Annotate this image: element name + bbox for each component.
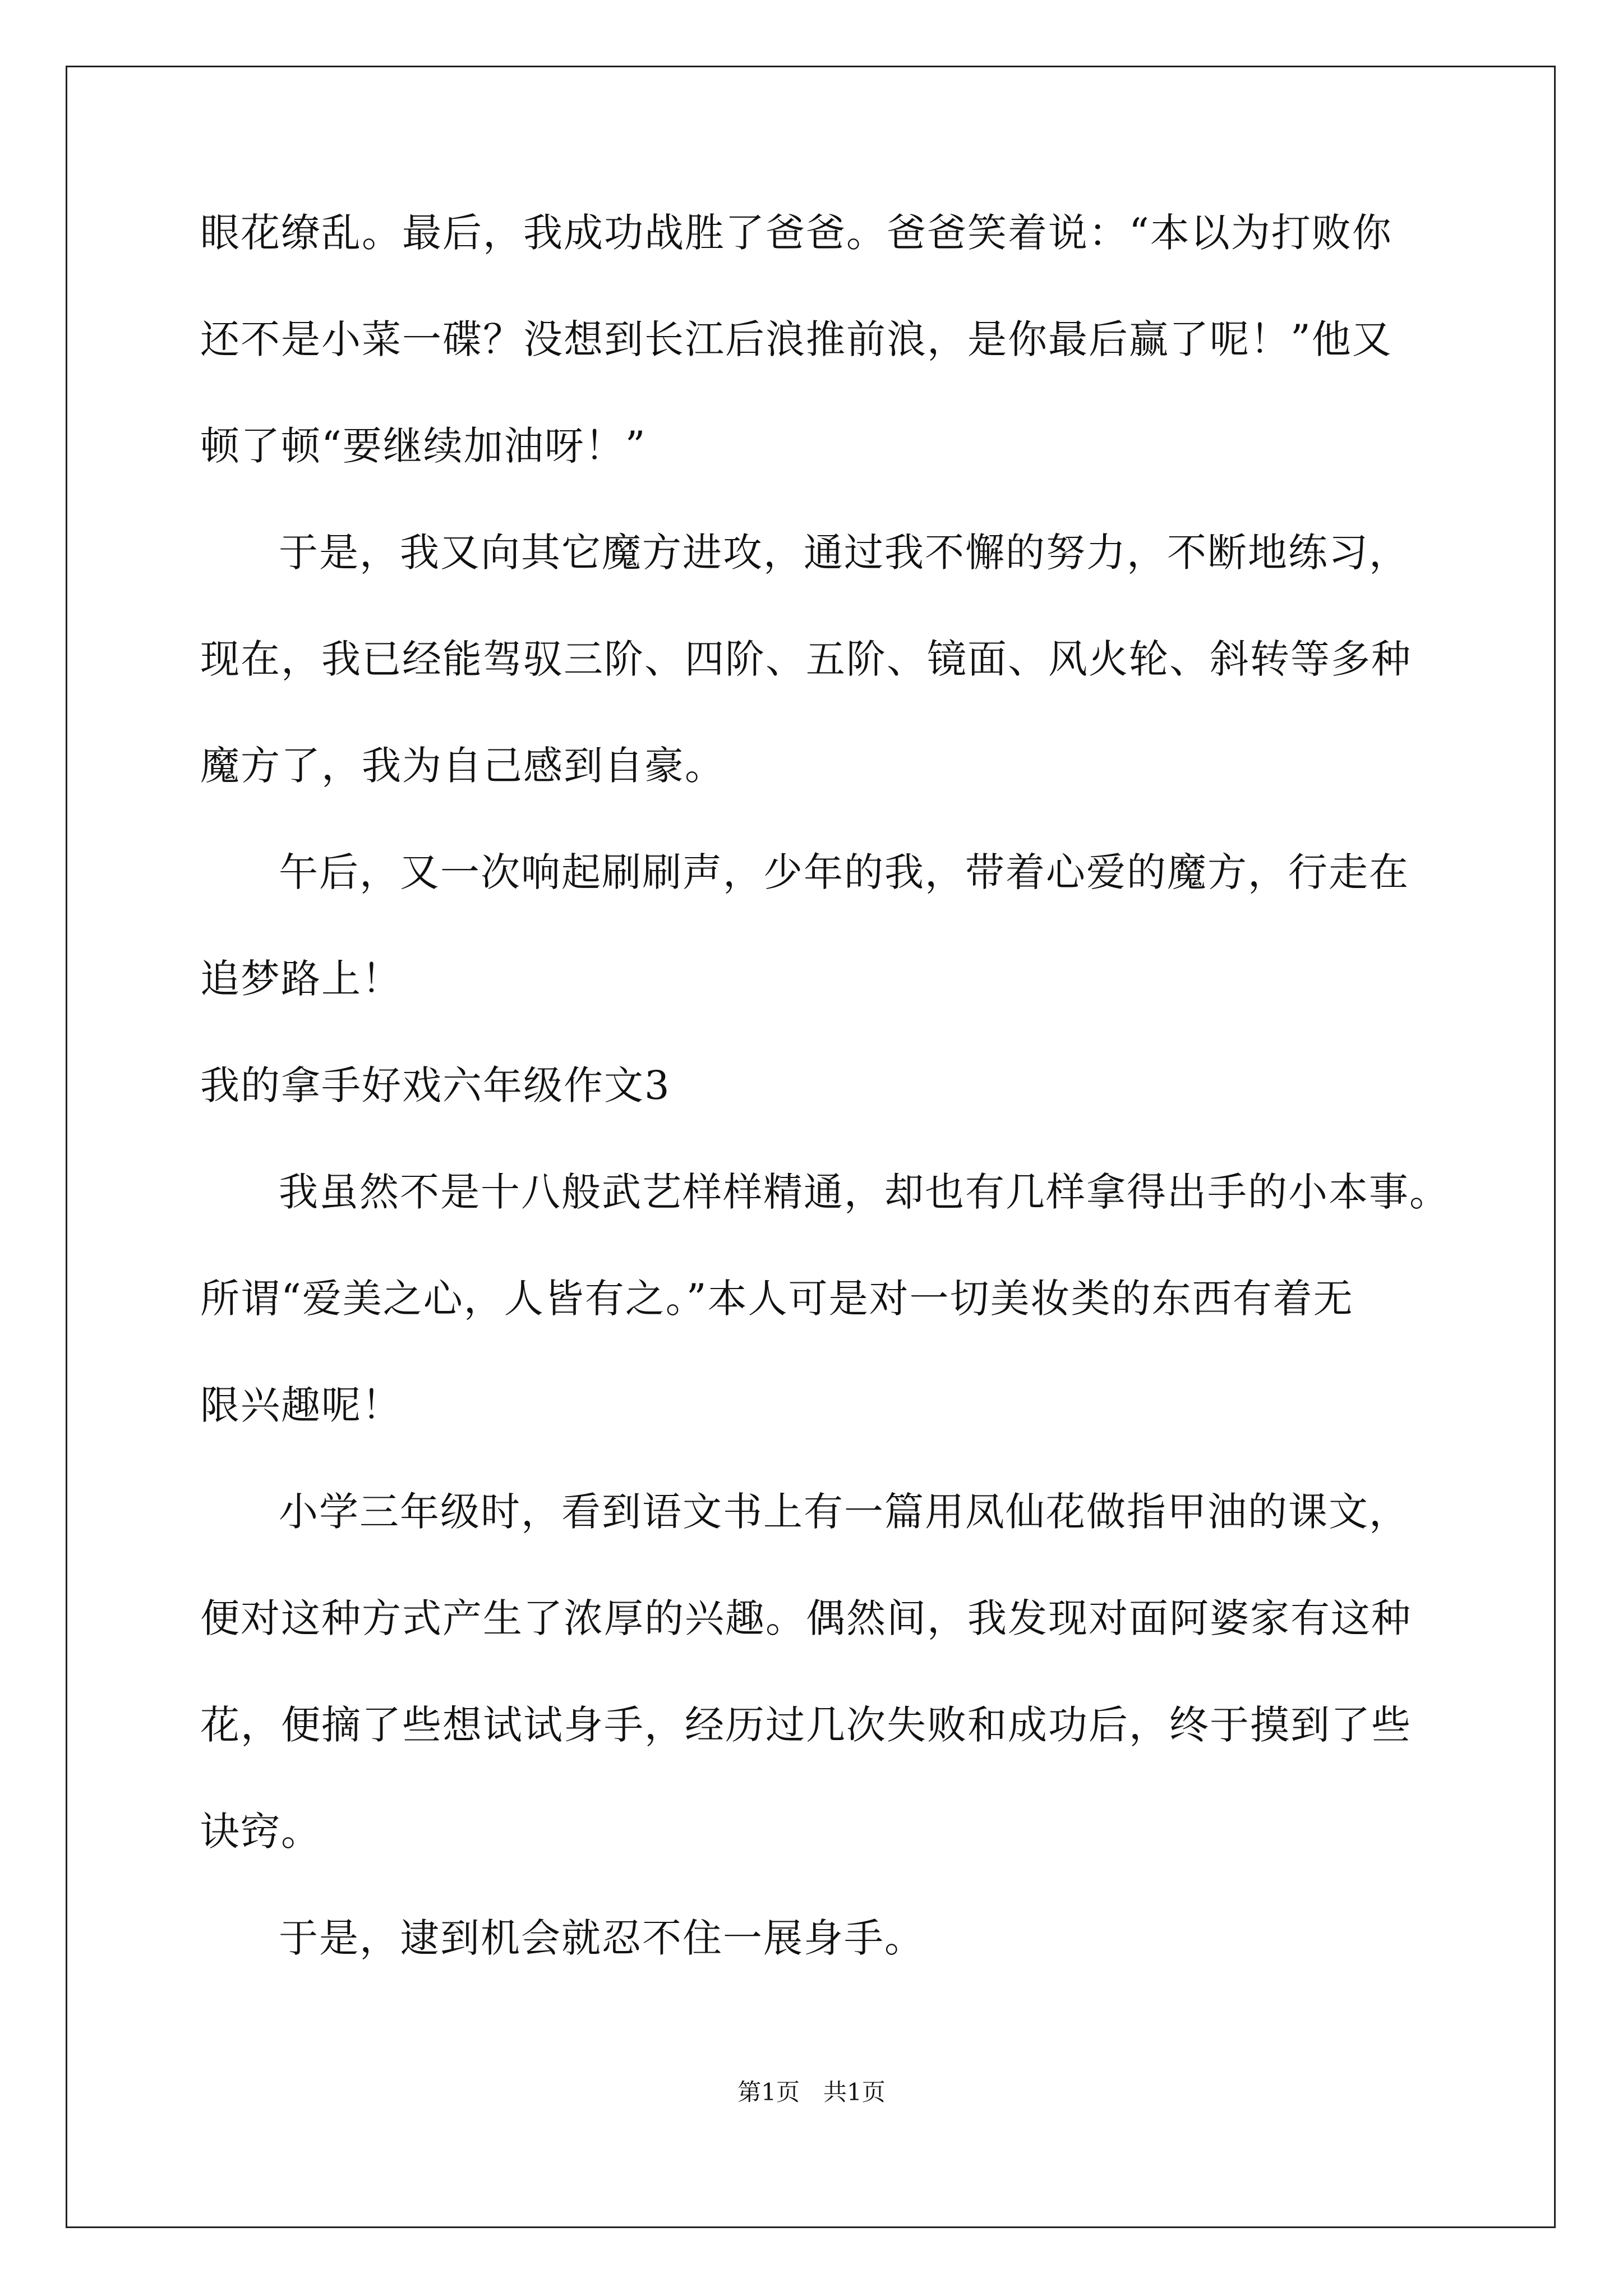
paragraph-start-line: 小学三年级时，看到语文书上有一篇用凤仙花做指甲油的课文， <box>279 1489 1409 1535</box>
text-line: 追梦路上！ <box>200 956 402 1002</box>
text-line: 限兴趣呢！ <box>200 1382 402 1428</box>
paragraph-start-line: 于是，我又向其它魔方进攻，通过我不懈的努力，不断地练习， <box>279 530 1409 576</box>
paragraph-start-line: 于是，逮到机会就忍不住一展身手。 <box>279 1915 925 1961</box>
text-line: 便对这种方式产生了浓厚的兴趣。偶然间，我发现对面阿婆家有这种 <box>200 1595 1412 1641</box>
text-line: 花，便摘了些想试试身手，经历过几次失败和成功后，终于摸到了些 <box>200 1702 1412 1748</box>
text-line: 还不是小菜一碟？没想到长江后浪推前浪，是你最后赢了呢！”他又 <box>200 316 1393 362</box>
text-line: 眼花缭乱。最后，我成功战胜了爸爸。爸爸笑着说：“本以为打败你 <box>200 210 1393 256</box>
text-line: 顿了顿“要继续加油呀！” <box>200 423 647 469</box>
text-line: 所谓“爱美之心，人皆有之。”本人可是对一切美妆类的东西有着无 <box>200 1276 1354 1322</box>
paragraph-start-line: 我虽然不是十八般武艺样样精通，却也有几样拿得出手的小本事。 <box>279 1169 1450 1215</box>
text-line: 现在，我已经能驾驭三阶、四阶、五阶、镜面、风火轮、斜转等多种 <box>200 636 1412 682</box>
text-line: 魔方了，我为自己感到自豪。 <box>200 743 725 789</box>
page-footer: 第1页 共1页 <box>737 2078 886 2106</box>
section-heading: 我的拿手好戏六年级作文3 <box>200 1062 671 1108</box>
paragraph-start-line: 午后，又一次响起刷刷声，少年的我，带着心爱的魔方，行走在 <box>279 849 1409 895</box>
page-border <box>66 66 1556 2228</box>
text-line: 诀窍。 <box>200 1809 321 1855</box>
